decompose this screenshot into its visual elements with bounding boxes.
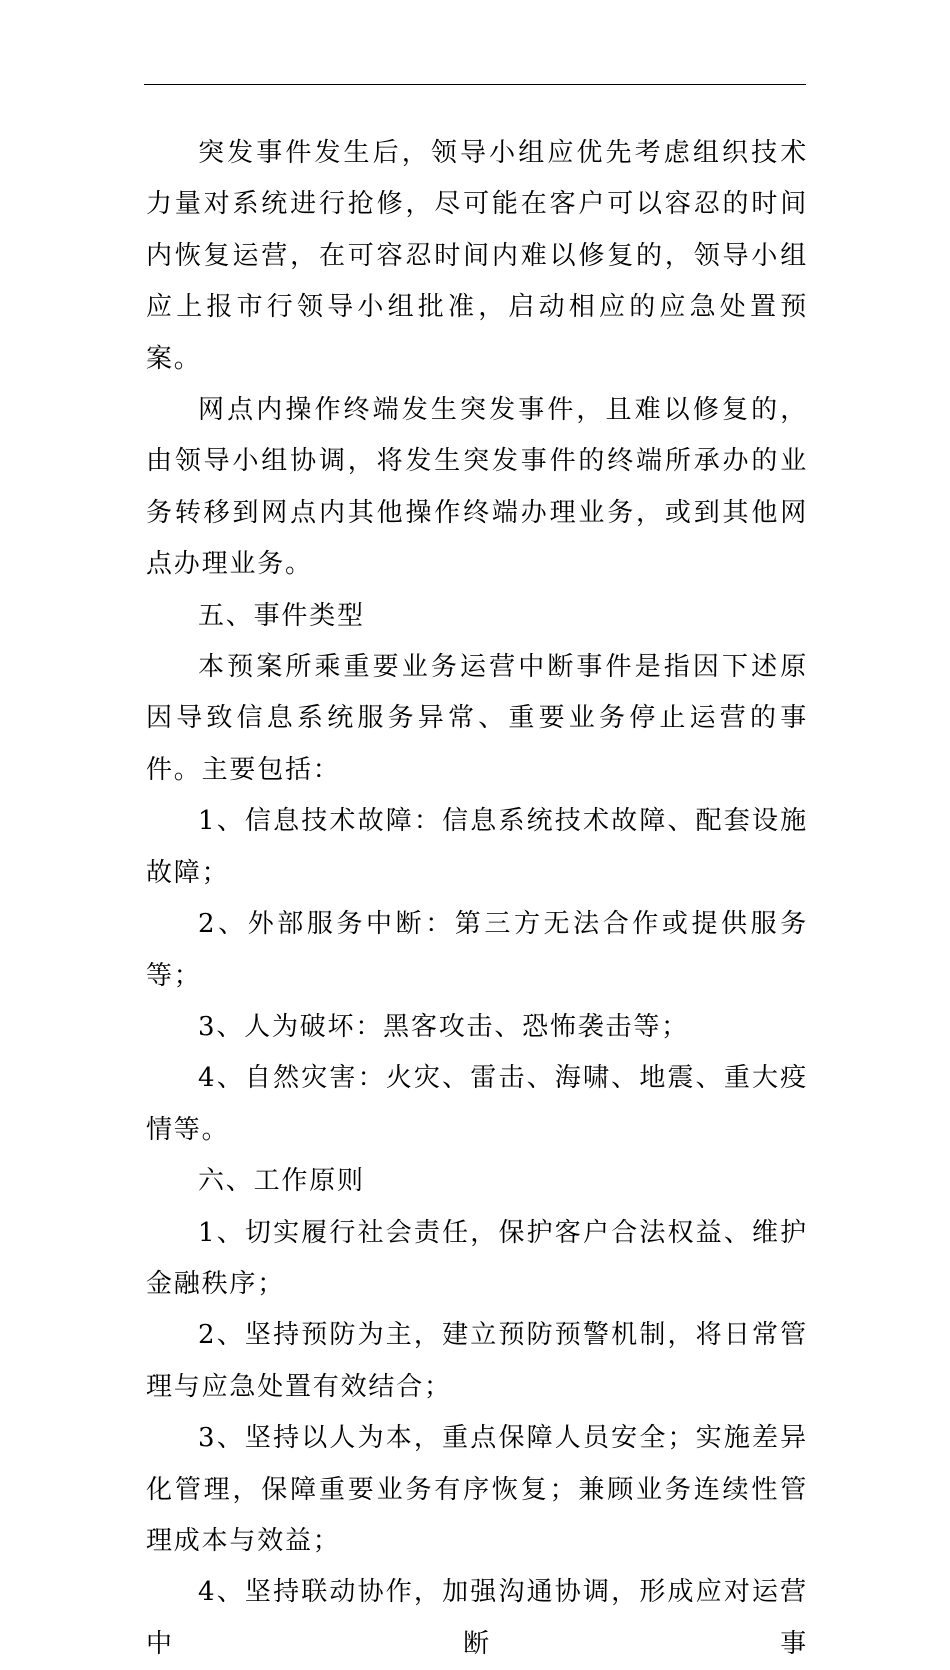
list-item-external-service: 2、外部服务中断：第三方无法合作或提供服务等； (146, 909, 808, 991)
section-heading-event-types: 五、事件类型 (198, 600, 365, 631)
header-rule (144, 84, 806, 85)
list-item-prevention: 2、坚持预防为主，建立预防预警机制，将日常管理与应急处置有效结合； (146, 1320, 808, 1402)
list-item-natural-disaster: 4、自然灾害：火灾、雷击、海啸、地震、重大疫情等。 (146, 1063, 808, 1145)
section-heading-principles: 六、工作原则 (198, 1166, 365, 1197)
list-item-people-first: 3、坚持以人为本，重点保障人员安全；实施差异化管理，保障重要业务有序恢复；兼顾业务连续性管理成本与效益； (146, 1423, 808, 1556)
list-item-coordination: 4、坚持联动协作，加强沟通协调，形成应对运营中断事 (146, 1577, 808, 1659)
paragraph-terminal-transfer: 网点内操作终端发生突发事件，且难以修复的，由领导小组协调，将发生突发事件的终端所承办的业务转移到网点内其他操作终端办理业务，或到其他网点办理业务。 (146, 395, 808, 580)
list-item-human-sabotage: 3、人为破坏：黑客攻击、恐怖袭击等； (198, 1011, 689, 1042)
paragraph-emergency-repair: 突发事件发生后，领导小组应优先考虑组织技术力量对系统进行抢修，尽可能在客户可以容忍的时间内恢复运营，在可容忍时间内难以修复的，领导小组应上报市行领导小组批准，启动相应的应急处置预案。 (146, 138, 808, 374)
list-item-tech-failure: 1、信息技术故障：信息系统技术故障、配套设施故障； (146, 806, 808, 888)
paragraph-event-definition: 本预案所乘重要业务运营中断事件是指因下述原因导致信息系统服务异常、重要业务停止运营的事件。主要包括： (146, 652, 808, 785)
list-item-social-responsibility: 1、切实履行社会责任，保护客户合法权益、维护金融秩序； (146, 1217, 808, 1299)
document-body (146, 128, 808, 1670)
